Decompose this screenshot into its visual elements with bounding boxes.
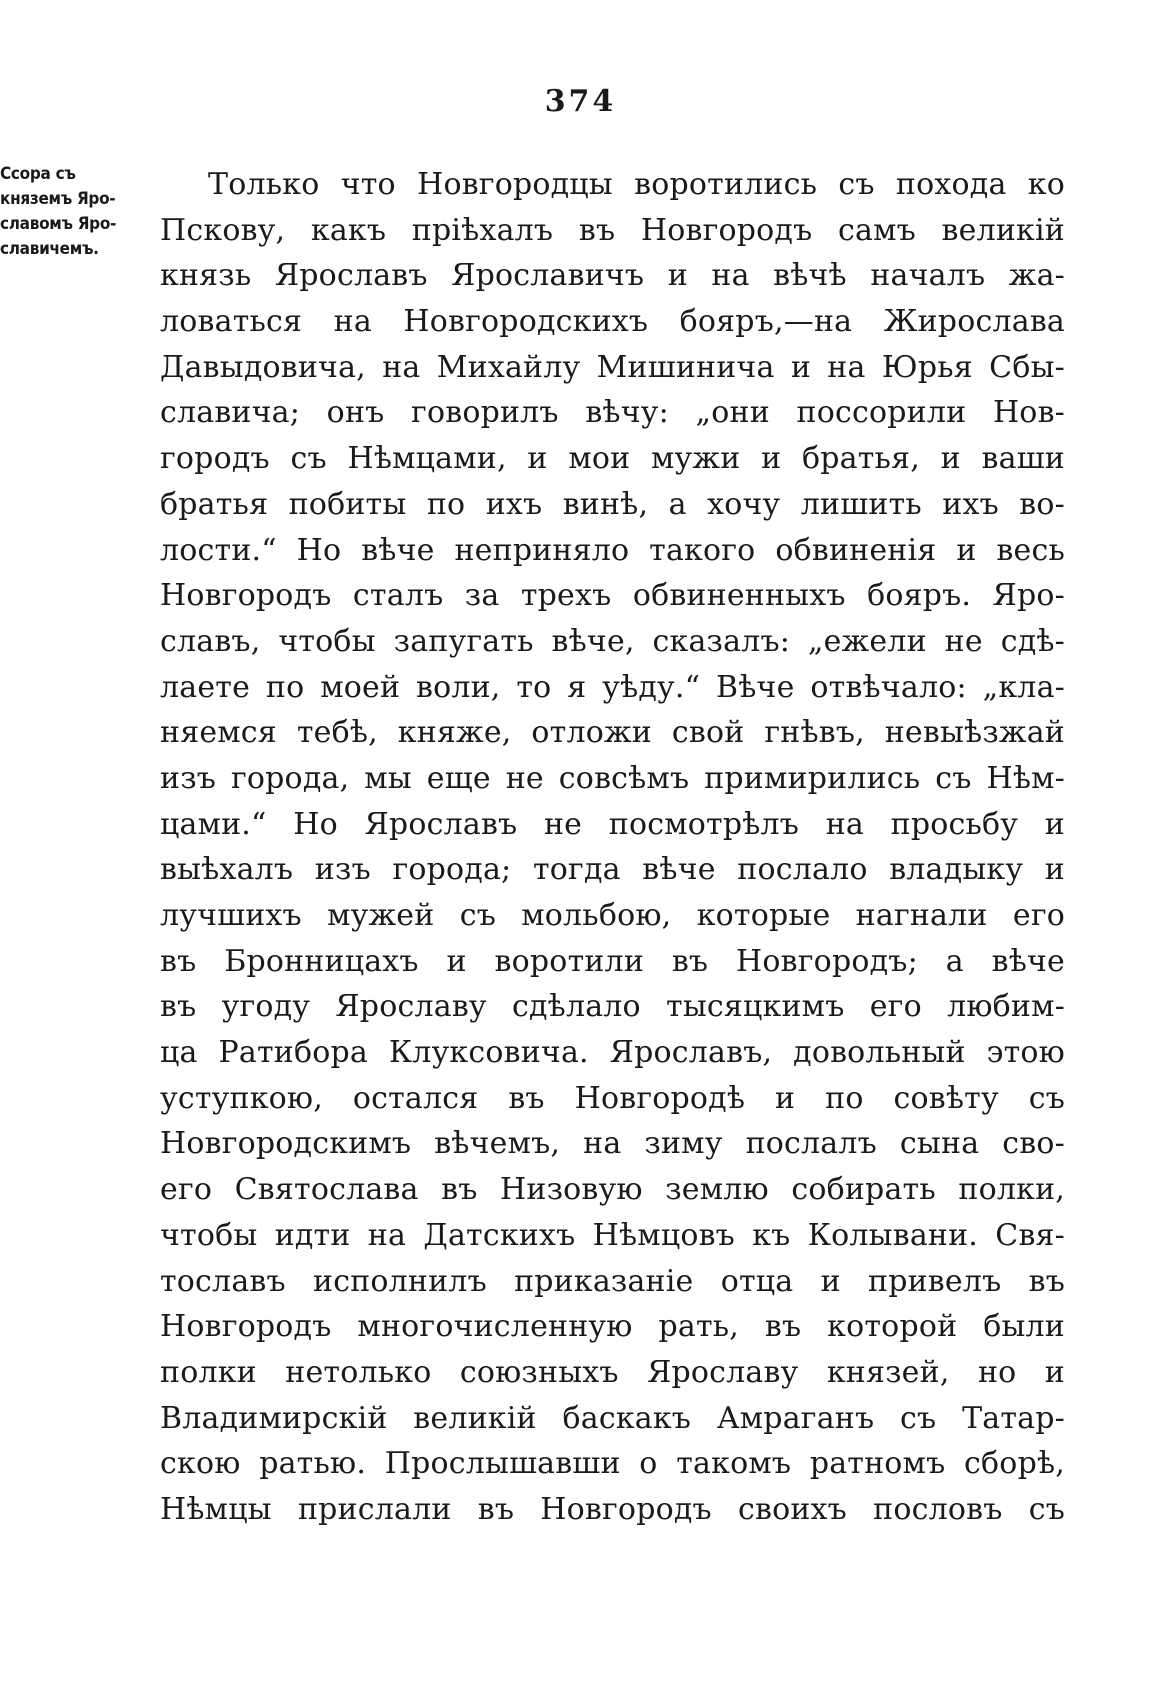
text-line: лучшихъ мужей съ мольбою, которые нагнали его [160, 898, 1065, 933]
text-line: уступкою, остался въ Новгородѣ и по совѣту съ [160, 1080, 1065, 1116]
text-line: полки нетолько союзныхъ Ярославу князей, но и [160, 1354, 1065, 1390]
body-text [160, 162, 1065, 1533]
text-line: Новгородъ многочисленную рать, въ которой были [160, 1309, 1065, 1345]
text-line: Новгородскимъ вѣчемъ, на зиму послалъ сына сво- [160, 1126, 1065, 1162]
text-line: городъ съ Нѣмцами, и мои мужи и братья, и ваши [160, 441, 1065, 477]
text-line: выѣхалъ изъ города; тогда вѣче послало владыку и [160, 852, 1065, 888]
text-line: Только что Новгородцы воротились съ похода ко [208, 167, 1065, 202]
margin-note-line: славичемъ. [0, 239, 99, 259]
text-line: тославъ исполнилъ приказаніе отца и привелъ въ [160, 1263, 1065, 1299]
margin-note-line: княземъ Яро- [0, 189, 116, 209]
text-line: Новгородъ сталъ за трехъ обвиненныхъ бояръ. Яро- [160, 578, 1065, 614]
margin-note [0, 162, 160, 262]
text-line: ловаться на Новгородскихъ бояръ,—на Жирослава [160, 304, 1065, 340]
text-line: изъ города, мы еще не совсѣмъ примирились съ Нѣм- [160, 760, 1065, 796]
text-line: въ Бронницахъ и воротили въ Новгородъ; а вѣче [160, 943, 1065, 979]
text-line: цами.“ Но Ярославъ не посмотрѣлъ на просьбу и [160, 806, 1065, 842]
text-line: братья побиты по ихъ винѣ, а хочу лишить ихъ во- [160, 486, 1065, 522]
margin-note-line: Ссора съ [0, 164, 76, 184]
text-line: лаете по моей воли, то я уѣду.“ Вѣче отвѣчало: „кла- [160, 669, 1065, 705]
text-line: Нѣмцы прислали въ Новгородъ своихъ пословъ съ [160, 1491, 1065, 1527]
text-line: ца Ратибора Клуксовича. Ярославъ, довольный этою [160, 1035, 1065, 1071]
text-line: его Святослава въ Низовую землю собирать полки, [160, 1172, 1065, 1208]
text-line: чтобы идти на Датскихъ Нѣмцовъ къ Колывани. Свя- [160, 1217, 1065, 1253]
text-line: въ угоду Ярославу сдѣлало тысяцкимъ его любим- [160, 989, 1065, 1025]
text-line: Владимирскій великій баскакъ Амраганъ съ Татар- [160, 1400, 1065, 1436]
text-line: Пскову, какъ пріѣхалъ въ Новгородъ самъ великій [160, 212, 1065, 248]
text-line: няемся тебѣ, княже, отложи свой гнѣвъ, невыѣзжай [160, 715, 1065, 751]
text-line: славъ, чтобы запугать вѣче, сказалъ: „ежели не сдѣ- [160, 623, 1065, 659]
margin-note-line: славомъ Яро- [0, 214, 117, 234]
text-line: лости.“ Но вѣче неприняло такого обвиненія и весь [160, 532, 1065, 568]
text-line: князь Ярославъ Ярославичъ и на вѣчѣ началъ жа- [160, 258, 1065, 294]
text-line: скою ратью. Прослышавши о такомъ ратномъ сборѣ, [160, 1446, 1065, 1482]
text-line: Давыдовича, на Михайлу Мишинича и на Юрья Сбы- [160, 349, 1065, 385]
text-line: славича; онъ говорилъ вѣчу: „они поссорили Нов- [160, 395, 1065, 431]
page-number: 374 [544, 84, 617, 119]
